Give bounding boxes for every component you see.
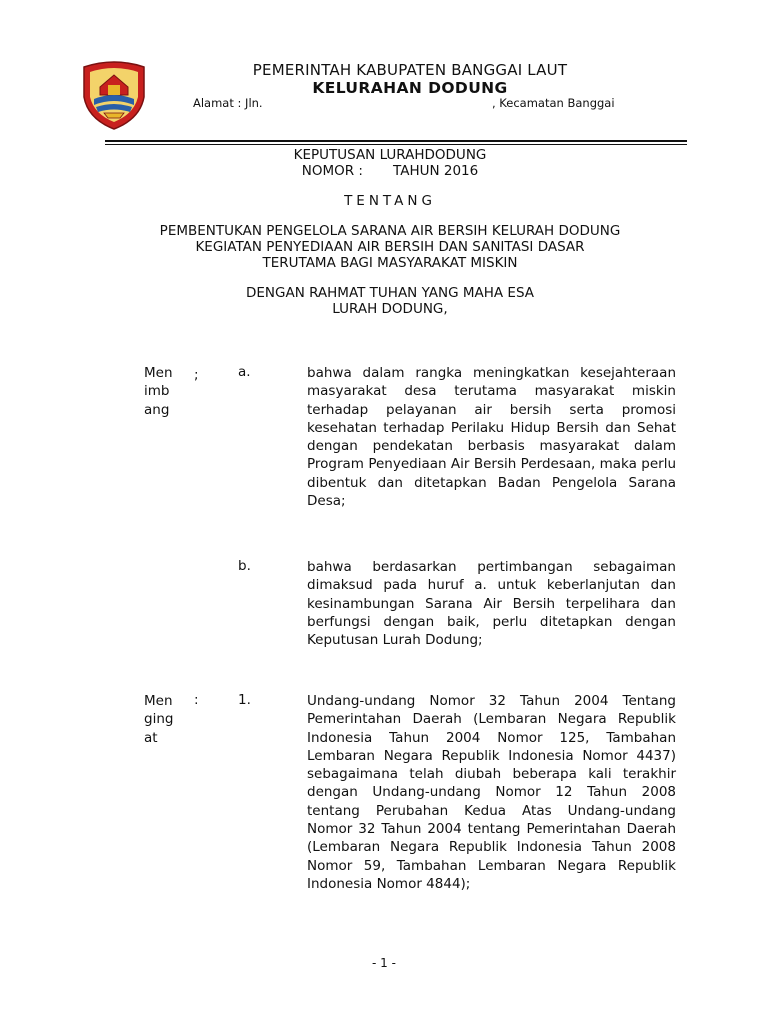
decree-number: NOMOR : TAHUN 2016 bbox=[301, 163, 479, 179]
decree-title: KEPUTUSAN LURAHDODUNG bbox=[293, 147, 487, 163]
official-title: LURAH DODUNG, bbox=[332, 301, 448, 317]
address-district: , Kecamatan Banggai bbox=[492, 96, 615, 110]
header-divider-thick bbox=[105, 140, 687, 142]
header-divider-thin bbox=[105, 144, 687, 145]
menimbang-item-b-text: bahwa berdasarkan pertimbangan sebagaiman dimaksud pada huruf a. untuk keberlanjutan dan kesinambungan Sarana Air Bersih terpelihara dan berfungsi dengan baik, perlu ditetapkan dengan Keputusan Lurah Dodung; bbox=[307, 559, 676, 649]
page-number: - 1 - bbox=[372, 956, 396, 970]
subject-line-3: TERUTAMA BAGI MASYARAKAT MISKIN bbox=[262, 255, 518, 271]
menimbang-colon: ; bbox=[194, 367, 199, 383]
menimbang-item-b-number: b. bbox=[238, 558, 251, 574]
emblem-shield-icon bbox=[78, 57, 150, 131]
mengingat-item-1-number: 1. bbox=[238, 692, 251, 708]
government-name: PEMERINTAH KABUPATEN BANGGAI LAUT bbox=[252, 61, 568, 79]
mengingat-colon: : bbox=[194, 692, 199, 708]
blessing-line: DENGAN RAHMAT TUHAN YANG MAHA ESA bbox=[245, 285, 535, 301]
menimbang-item-a-number: a. bbox=[238, 364, 251, 380]
subject-line-2: KEGIATAN PENYEDIAAN AIR BERSIH DAN SANITASI DASAR bbox=[195, 239, 585, 255]
menimbang-item-a-text: bahwa dalam rangka meningkatkan kesejahteraan masyarakat desa terutama masyarakat miskin terhadap pelayanan air bersih serta promosi kesehatan terhadap Perilaku Hidup Bersih dan Sehat dengan pendekatan berbasis masyarakat dalam Program Penyediaan Air Bersih Perdesaan, maka perlu dibentuk dan ditetapkan Badan Pengelola Sarana Desa; bbox=[307, 365, 676, 510]
subject-line-1: PEMBENTUKAN PENGELOLA SARANA AIR BERSIH KELURAH DODUNG bbox=[159, 223, 621, 239]
kelurahan-name: KELURAHAN DODUNG bbox=[312, 79, 508, 97]
tentang-heading: TENTANG bbox=[344, 193, 436, 209]
address-label: Alamat : Jln. bbox=[193, 96, 263, 110]
mengingat-item-1-text: Undang-undang Nomor 32 Tahun 2004 Tentang Pemerintahan Daerah (Lembaran Negara Republik Indonesia Tahun 2004 Nomor 125, Tambahan Lembaran Negara Republik Indonesia Nomor 4437) sebagaimana telah diubah beberapa kali terakhir dengan Undang-undang Nomor 12 Tahun 2008 tentang Perubahan Kedua Atas Undang-undang Nomor 32 Tahun 2004 tentang Pemerintahan Daerah (Lembaran Negara Republik Indonesia Tahun 2008 Nomor 59, Tambahan Lembaran Negara Republik Indonesia Nomor 4844); bbox=[307, 693, 676, 892]
mengingat-label: Men ging at bbox=[144, 693, 174, 746]
regency-emblem-logo bbox=[78, 57, 150, 131]
menimbang-label: Men imb ang bbox=[144, 365, 173, 418]
